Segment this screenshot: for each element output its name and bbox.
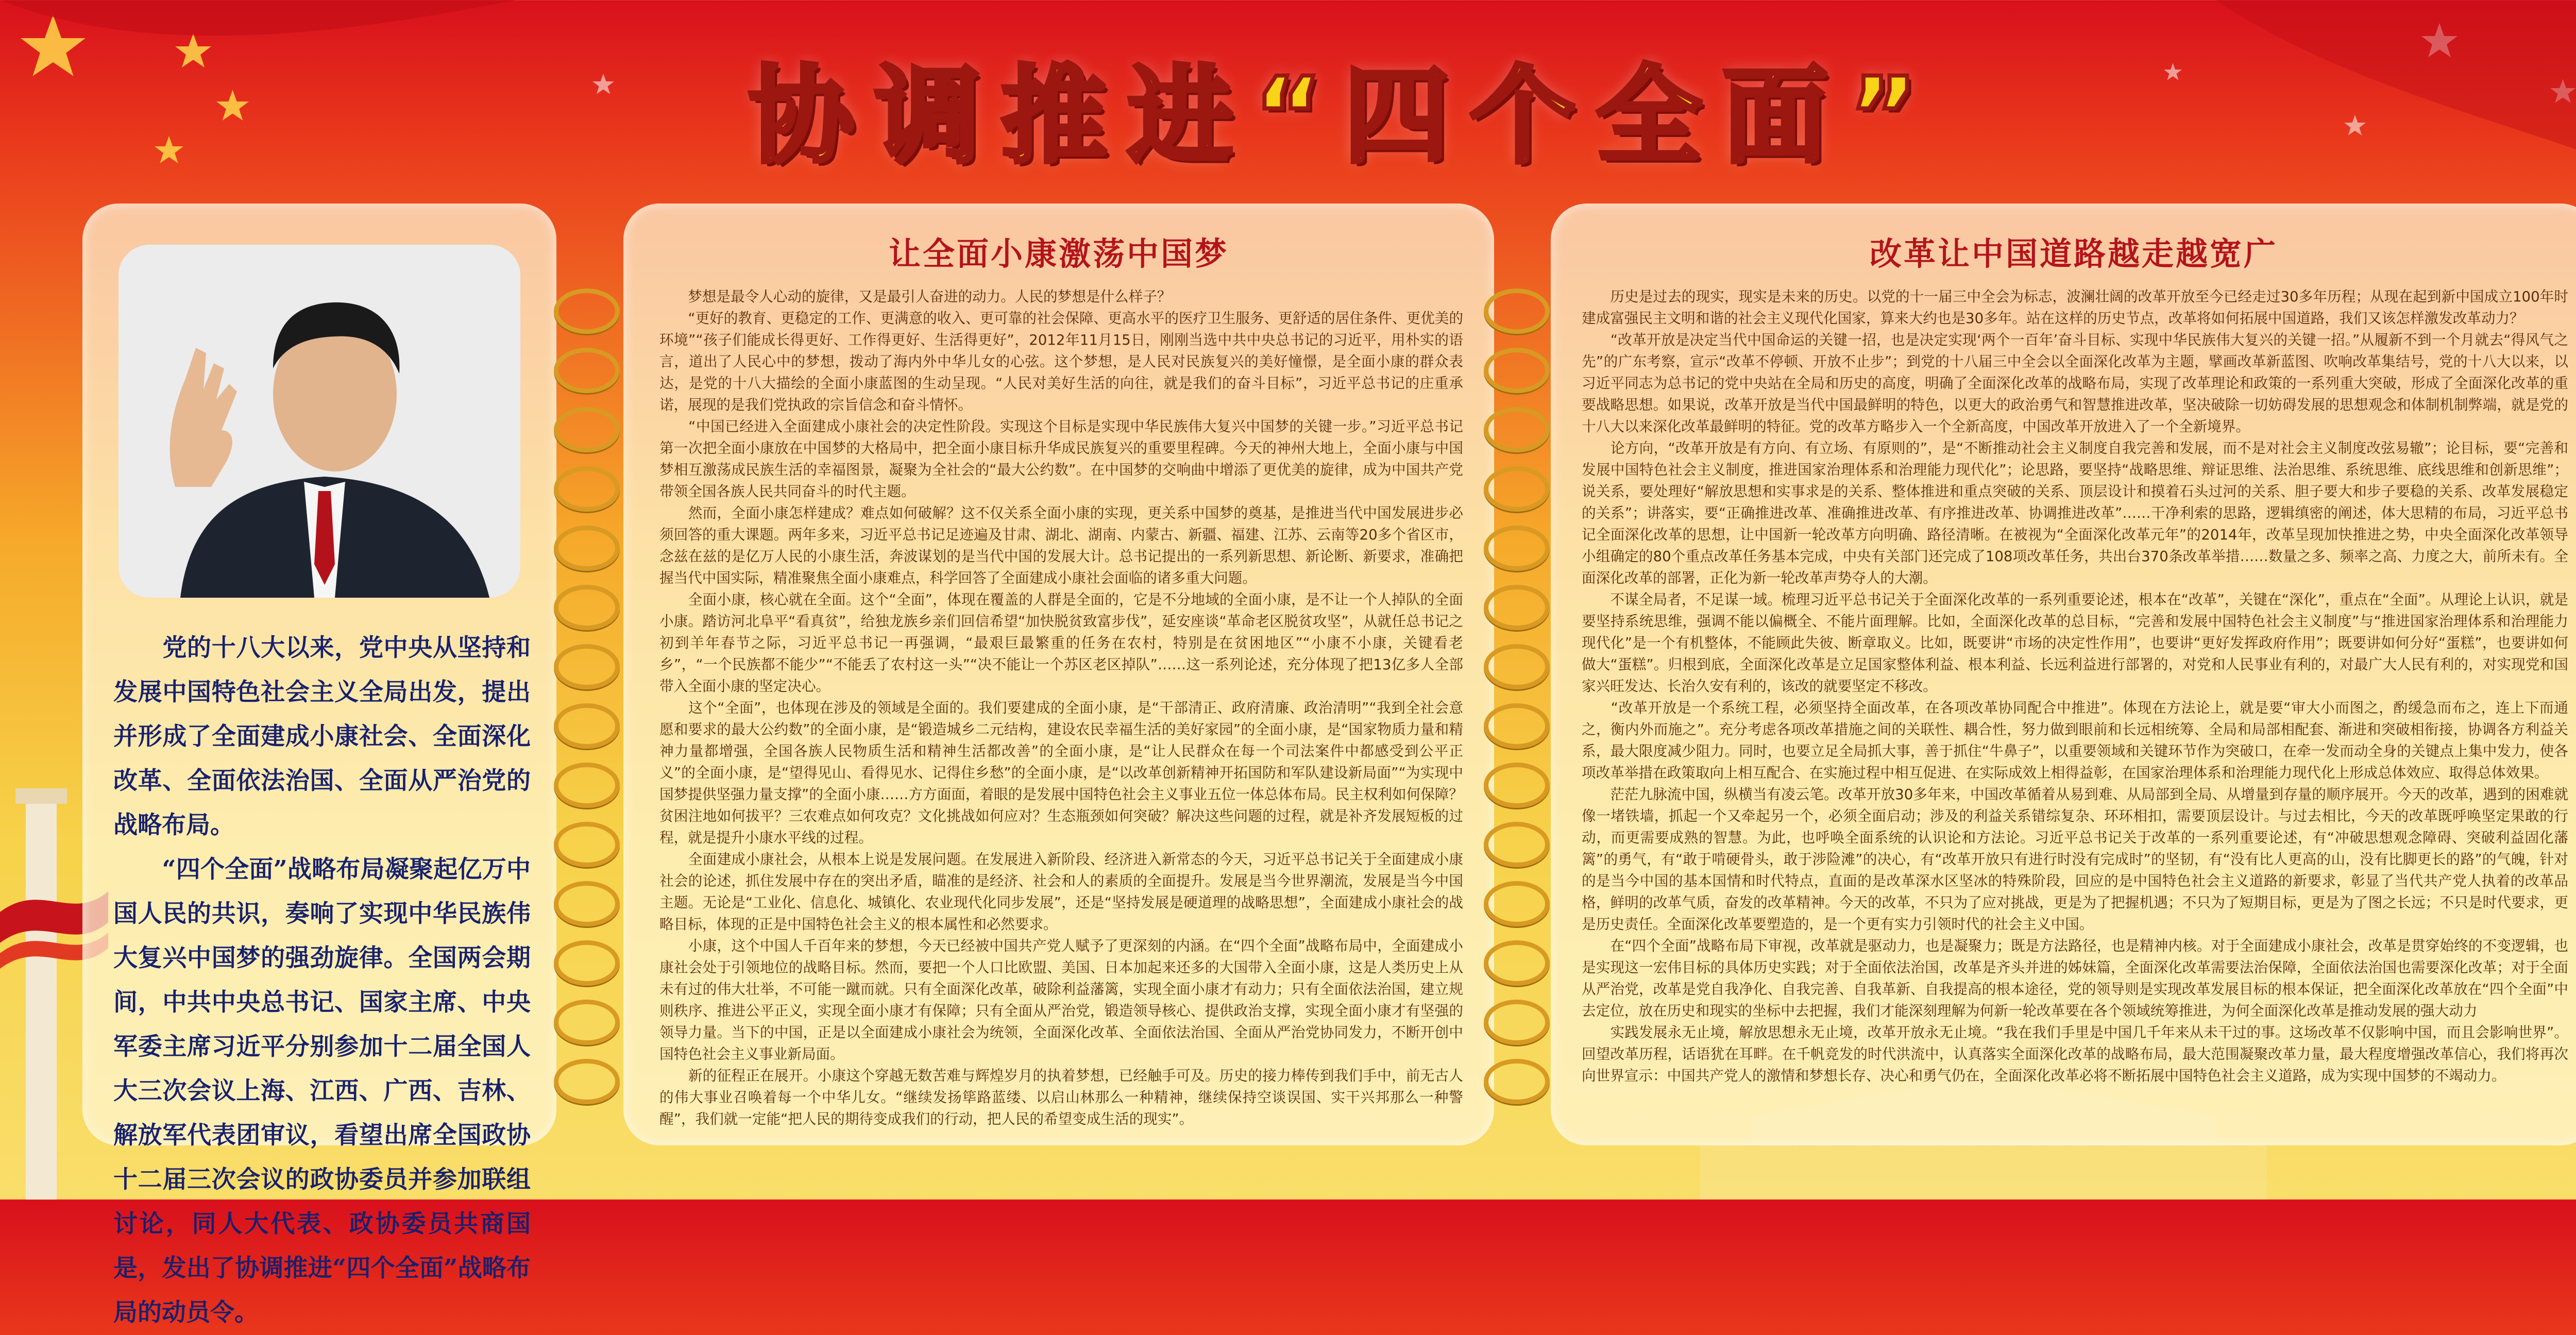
binder-ring-icon — [554, 407, 620, 452]
portrait-photo — [118, 245, 520, 598]
right-body-text: 历史是过去的现实，现实是未来的历史。以党的十一届三中全会为标志，波澜壮阔的改革开放至今已经走过30多年历程；从现在起到新中国成立100年时建成富强民主文明和谐的社会主义现代化国家，算来大约也是30多年。站在这样的历史节点，改革将如何拓展中国道路，我们又该怎样激发改革动力？ “改革开放是决定当代中国命运的关键一招，也是决定实现‘两个一百年’奋斗目标、实现中华民族伟大复兴的关键一招。”从履新不到一个月就去“得风气之先”的广东考察，宣示“改革不停顿、开放不止步”；到党的十八届三中全会以全面深化改革为主题，擘画改革新蓝图、吹响改革集结号，党的十八大以来，以习近平同志为总书记的党中央站在全局和历史的高度，明确了全面深化改革的战略布局，实现了改革理论和政策的一系列重大突破，形成了全面深化改革的重要战略思想。如果说，改革开放是当代中国最鲜明的特色，以更大的政治勇气和智慧推进改革，坚决破除一切妨碍发展的思想观念和体制机制弊端，就是党的十八大以来深化改革最鲜明的特征。党的改革方略步入一个全新高度，中国改革开放进入了一个全新境界。 论方向，“改革开放是有方向、有立场、有原则的”，是“不断推动社会主义制度自我完善和发展，而不是对社会主义制度改弦易辙”；论目标，要“完善和发展中国特色社会主义制度，推进国家治理体系和治理能力现代化”；论思路，要坚持“战略思维、辩证思维、法治思维、系统思维、底线思维和创新思维”；说关系，要处理好“解放思想和实事求是的关系、整体推进和重点突破的关系、顶层设计和摸着石头过河的关系、胆子要大和步子要稳的关系、改革发展稳定的关系”；讲落实，要“正确推进改革、准确推进改革、有序推进改革、协调推进改革”……干净利索的思路，逻辑缜密的阐述，体大思精的布局，习近平总书记全面深化改革的思想，让中国新一轮改革方向明确、路径清晰。在被视为“全面深化改革元年”的2014年，改革呈现加快推进之势，中央全面深化改革领导小组确定的80个重点改革任务基本完成，中央有关部门还完成了108项改革任务，共出台370条改革举措……数量之多、频率之高、力度之大，前所未有。全面深化改革的部署，正化为新一轮改革声势夺人的大潮。 不谋全局者，不足谋一域。梳理习近平总书记关于全面深化改革的一系列重要论述，根本在“改革”，关键在“深化”，重点在“全面”。从理论上认识，就是要坚持系统思维，强调不能以偏概全、不能片面理解。比如，全面深化改革的总目标，“完善和发展中国特色社会主义制度”与“推进国家治理体系和治理能力现代化”是一个有机整体，不能顾此失彼、断章取义。比如，既要讲“市场的决定性作用”，也要讲“更好发挥政府作用”；既要讲如何分好“蛋糕”，也要讲如何做大“蛋糕”。归根到底，全面深化改革是立足国家整体利益、根本利益、长远利益进行部署的，对党和人民事业有利的，对最广大人民有利的，对实现党和国家兴旺发达、长治久安有利的，该改的就要坚定不移改。 “改革开放是一个系统工程，必须坚持全面改革，在各项改革协同配合中推进”。体现在方法论上，就是要“审大小而图之，酌缓急而布之，连上下而通之，衡内外而施之”。充分考虑各项改革措施之间的关联性、耦合性，努力做到眼前和长远相统筹、全局和局部相配套、渐进和突破相衔接，协调各方利益关系，最大限度减少阻力。同时，也要立足全局抓大事，善于抓住“牛鼻子”，以重要领域和关键环节作为突破口，在牵一发而动全身的关键点上集中发力，使各项改革举措在政策取向上相互配合、在实施过程中相互促进、在实际成效上相得益彰，在国家治理体系和治理能力现代化上形成总体效应、取得总体效果。 茫茫九脉流中国，纵横当有凌云笔。改革开放30多年来，中国改革循着从易到难、从局部到全局、从增量到存量的顺序展开。今天的改革，遇到的困难就像一堵铁墙，抓起一个又牵起另一个，必须全面启动；涉及的利益关系错综复杂、环环相扣，需要顶层设计。与过去相比，今天的改革既呼唤坚定果敢的行动，而更需要成熟的智慧。为此，也呼唤全面系统的认识论和方法论。习近平总书记关于改革的一系列重要论述，有“冲破思想观念障碍、突破利益固化藩篱”的勇气，有“敢于啃硬骨头，敢于涉险滩”的决心，有“改革开放只有进行时没有完成时”的坚韧，有“没有比人更高的山，没有比脚更长的路”的气魄，针对的是当今中国的基本国情和时代特点，直面的是改革深水区坚冰的特殊阶段，回应的是中国特色社会主义道路的新要求，彰显了当代共产党人执着的改革品格，鲜明的改革气质，奋发的改革精神。今天的改革，不只为了应对挑战，更是为了把握机遇；不只为了短期目标，更是为了图之长远；不只是时代要求，更是历史责任。全面深化改革要塑造的，是一个更有实力引领时代的社会主义中国。 在“四个全面”战略布局下审视，改革就是驱动力，也是凝聚力；既是方法路径，也是精神内核。对于全面建成小康社会，改革是贯穿始终的不变逻辑，也是实现这一宏伟目标的具体历史实践；对于全面依法治国，改革是齐头并进的姊妹篇，全面深化改革需要法治保障，全面依法治国也需要深化改革；对于全面从严治党，改革是党自我净化、自我完善、自我革新、自我提高的根本途径，党的领导则是实现改革发展目标的根本保证，把全面深化改革放在“四个全面”中去定位，放在历史和现实的坐标中去把握，我们才能深刻理解为何新一轮改革要在各个领域统筹推进，为何全面深化改革是推动发展的强大动力 实践发展永无止境，解放思想永无止境，改革开放永无止境。“我在我们手里是中国几千年来从未干过的事。这场改革不仅影响中国，而且会影响世界”。回望改革历程，话语犹在耳畔。在千帆竞发的时代洪流中，认真落实全面深化改革的战略布局，最大范围凝聚改革力量，最大程度增强改革信心，我们将再次向世界宣示：中国共产党人的激情和梦想长存、决心和勇气仍在，全面深化改革必将不断拓展中国特色社会主义道路，成为实现中国梦的不竭动力。 — [1582, 288, 2568, 1084]
binder-ring-icon — [554, 585, 620, 630]
binder-ring-icon — [1484, 763, 1550, 808]
right-heading: 改革让中国道路越走越宽广 — [1869, 235, 2278, 273]
binder-ring-icon — [1484, 348, 1550, 393]
middle-body-text: 梦想是最令人心动的旋律，又是最引人奋进的动力。人民的梦想是什么样子？ “更好的教育、更稳定的工作、更满意的收入、更可靠的社会保障、更高水平的医疗卫生服务、更舒适的居住条件、更优美的环境”“孩子们能成长得更好、工作得更好、生活得更好”，2012年11月15日，刚刚当选中共中央总书记的习近平，用朴实的语言，道出了人民心中的梦想，拨动了海内外中华儿女的心弦。这个梦想，是人民对民族复兴的美好憧憬，是全面小康的群众表达，是党的十八大描绘的全面小康蓝图的生动呈现。“人民对美好生活的向往，就是我们的奋斗目标”，习近平总书记的庄重承诺，展现的是我们党执政的宗旨信念和奋斗情怀。 “中国已经进入全面建成小康社会的决定性阶段。实现这个目标是实现中华民族伟大复兴中国梦的关键一步。”习近平总书记第一次把全面小康放在中国梦的大格局中，把全面小康目标升华成民族复兴的重要里程碑。今天的神州大地上，全面小康与中国梦相互激荡成民族生活的幸福图景，凝聚为全社会的“最大公约数”。在中国梦的交响曲中增添了更优美的旋律，成为中国共产党带领全国各族人民共同奋斗的时代主题。 然而，全面小康怎样建成？难点如何破解？这不仅关系全面小康的实现，更关系中国梦的奠基，是推进当代中国发展进步必须回答的重大课题。两年多来，习近平总书记足迹遍及甘肃、湖北、湖南、内蒙古、新疆、福建、江苏、云南等20多个省区市，念兹在兹的是亿万人民的小康生活，奔波谋划的是当代中国的发展大计。总书记提出的一系列新思想、新论断、新要求，准确把握当代中国实际，精准聚焦全面小康难点，科学回答了全面建成小康社会面临的诸多重大问题。 全面小康，核心就在全面。这个“全面”，体现在覆盖的人群是全面的，它是不分地域的全面小康，是不让一个人掉队的全面小康。踏访河北阜平“看真贫”，给独龙族乡亲们回信希望“加快脱贫致富步伐”，延安座谈“革命老区脱贫攻坚”，从就任总书记之初到羊年春节之际，习近平总书记一再强调，“最艰巨最繁重的任务在农村，特别是在贫困地区”“小康不小康，关键看老乡”，“一个民族都不能少”“不能丢了农村这一头”“决不能让一个苏区老区掉队”……这一系列论述，充分体现了把13亿多人全部带入全面小康的坚定决心。 这个“全面”，也体现在涉及的领域是全面的。我们要建成的全面小康，是“干部清正、政府清廉、政治清明”“我到全社会意愿和要求的最大公约数”的全面小康，是“锻造城乡二元结构，建设农民幸福生活的美好家园”的全面小康，是“国家物质力量和精神力量都增强，全国各族人民物质生活和精神生活都改善”的全面小康，是“让人民群众在每一个司法案件中都感受到公平正义”的全面小康，是“望得见山、看得见水、记得住乡愁”的全面小康，是“以改革创新精神开拓国防和军队建设新局面”“为实现中国梦提供坚强力量支撑”的全面小康……方方面面，着眼的是发展中国特色社会主义事业五位一体总体布局。民主权利如何保障？贫困注地如何拔平？三农难点如何攻克？文化挑战如何应对？生态瓶颈如何突破？解决这些问题的过程，就是补齐发展短板的过程，就是提升小康水平线的过程。 全面建成小康社会，从根本上说是发展问题。在发展进入新阶段、经济进入新常态的今天，习近平总书记关于全面建成小康社会的论述，抓住发展中存在的突出矛盾，瞄准的是经济、社会和人的素质的全面提升。发展是当今世界潮流，发展是当今中国主题。无论是“工业化、信息化、城镇化、农业现代化同步发展”，还是“坚持发展是硬道理的战略思想”，全面建成小康社会的战略目标，体现的正是中国特色社会主义的根本属性和必然要求。 小康，这个中国人千百年来的梦想，今天已经被中国共产党人赋予了更深刻的内涵。在“四个全面”战略布局中，全面建成小康社会处于引领地位的战略目标。然而，要把一个人口比欧盟、美国、日本加起来还多的大国带入全面小康，这是人类历史上从未有过的伟大壮举，不可能一蹴而就。只有全面深化改革，破除利益藩篱，实现全面小康才有动力；只有全面依法治国，建立规则秩序、推进公平正义，实现全面小康才有保障；只有全面从严治党，锻造领导核心、提供政治支撑，实现全面小康才有坚强的领导力量。当下的中国，正是以全面建成小康社会为统领，全面深化改革、全面依法治国、全面从严治党协同发力，不断开创中国特色社会主义事业新局面。 新的征程正在展开。小康这个穿越无数苦难与辉煌岁月的执着梦想，已经触手可及。历史的接力棒传到我们手中，前无古人的伟大事业召唤着每一个中华儿女。“继续发扬筚路蓝缕、以启山林那么一种精神，继续保持空谈误国、实干兴邦那么一种警醒”，我们就一定能“把人民的期待变成我们的行动，把人民的希望变成生活的现实”。 — [659, 288, 1463, 1127]
binder-ring-icon — [1484, 585, 1550, 630]
binder-ring-icon — [554, 289, 620, 334]
binder-ring-icon — [554, 763, 620, 808]
binder-ring-icon — [554, 822, 620, 867]
binder-ring-icon — [1484, 703, 1550, 749]
binder-ring-icon — [554, 526, 620, 571]
binder-ring-icon — [1484, 289, 1550, 334]
middle-panel — [623, 204, 1494, 1145]
binder-ring-icon — [554, 881, 620, 926]
binder-ring-icon — [1484, 1000, 1550, 1045]
binder-ring-icon — [554, 703, 620, 749]
binder-ring-icon — [554, 1000, 620, 1045]
middle-heading: 让全面小康激荡中国梦 — [888, 235, 1229, 273]
binder-ring-icon — [1484, 644, 1550, 689]
left-panel — [82, 204, 556, 1327]
binder-ring-icon — [1484, 822, 1550, 867]
binder-ring-icon — [1484, 407, 1550, 452]
binder-ring-icon — [554, 940, 620, 986]
portrait-illustration — [118, 245, 520, 598]
page-title: 协调推进“四个全面” — [749, 55, 1939, 178]
binder-ring-icon — [1484, 466, 1550, 512]
binder-ring-icon — [554, 1059, 620, 1104]
right-panel — [1551, 204, 2576, 1145]
binder-ring-icon — [554, 644, 620, 689]
binder-ring-icon — [1484, 940, 1550, 986]
binder-ring-icon — [554, 348, 620, 393]
binder-ring-icon — [1484, 1059, 1550, 1104]
binder-ring-icon — [1484, 526, 1550, 571]
lead-text: 党的十八大以来，党中央从坚持和发展中国特色社会主义全局出发，提出并形成了全面建成小康社会、全面深化改革、全面依法治国、全面从严治党的战略布局。 “四个全面”战略布局凝聚起亿万中国人民的共识，奏响了实现中华民族伟大复兴中国梦的强劲旋律。全国两会期间，中共中央总书记、国家主席、中央军委主席习近平分别参加十二届全国人大三次会议上海、江西、广西、吉林、解放军代表团审议，看望出席全国政协十二届三次会议的政协委员并参加联组讨论，同人大代表、政协委员共商国是，发出了协调推进“四个全面”战略布局的动员令。 — [113, 634, 531, 1327]
binder-ring-icon — [1484, 881, 1550, 926]
binder-ring-icon — [554, 466, 620, 512]
